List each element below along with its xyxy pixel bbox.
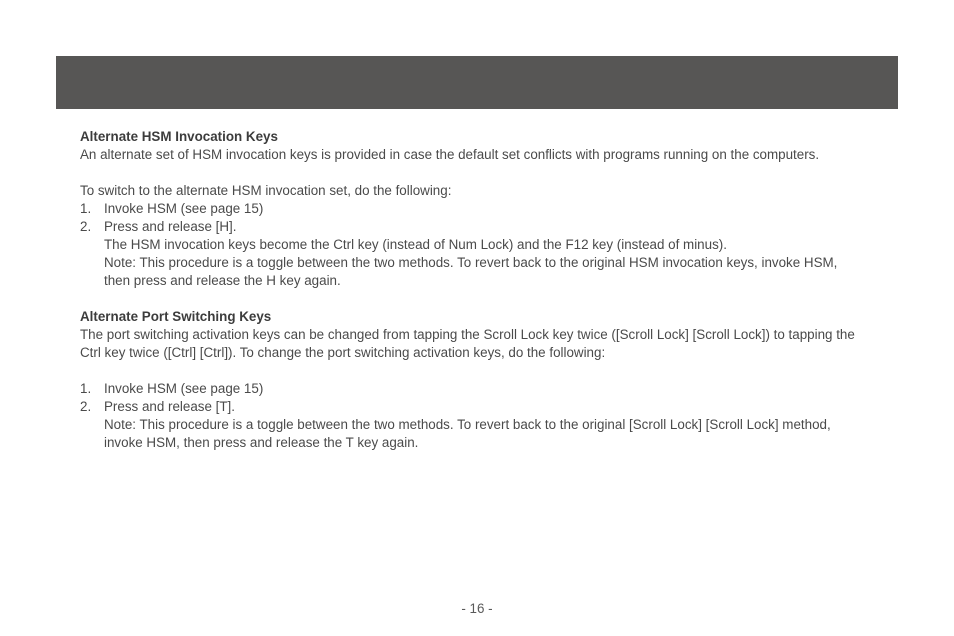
list-item-number: 1. — [80, 201, 92, 216]
section-intro-hsm: An alternate set of HSM invocation keys is provided in case the default set conflicts with programs running on the computers. — [80, 147, 820, 162]
step-note-port: Note: This procedure is a toggle between the two methods. To revert back to the original [Scroll Lock] [Scroll Lock] method, invoke HSM, then press and release the T key again. — [104, 417, 831, 450]
step-note-hsm: Note: This procedure is a toggle between the two methods. To revert back to the original HSM invocation keys, invoke HSM, then press and release the H key again. — [104, 255, 838, 288]
list-item — [80, 380, 860, 398]
section-heading-hsm: Alternate HSM Invocation Keys — [80, 129, 278, 144]
header-bar — [56, 56, 898, 109]
list-item-text: Press and release [H]. — [104, 219, 237, 234]
list-item — [80, 398, 860, 416]
list-item-number: 2. — [80, 399, 92, 414]
section-lead-hsm: To switch to the alternate HSM invocation set, do the following: — [80, 183, 452, 198]
step-detail-hsm: The HSM invocation keys become the Ctrl key (instead of Num Lock) and the F12 key (instead of minus). — [104, 237, 727, 252]
list-item-number: 1. — [80, 381, 92, 396]
section-intro-port: The port switching activation keys can be changed from tapping the Scroll Lock key twice ([Scroll Lock] [Scroll Lock]) to tapping the Ctrl key twice ([Ctrl] [Ctrl]). To change the port switching activation keys, do the following: — [80, 327, 855, 360]
list-item — [80, 200, 860, 218]
section-heading-port: Alternate Port Switching Keys — [80, 309, 272, 324]
list-item-text: Invoke HSM (see page 15) — [104, 201, 264, 216]
list-item-text: Invoke HSM (see page 15) — [104, 381, 264, 396]
steps-list-port — [80, 380, 860, 416]
document-body — [80, 128, 860, 452]
list-item — [80, 218, 860, 236]
page-number: - 16 - — [461, 601, 493, 616]
list-item-text: Press and release [T]. — [104, 399, 235, 414]
list-item-number: 2. — [80, 219, 92, 234]
steps-list-hsm — [80, 200, 860, 236]
